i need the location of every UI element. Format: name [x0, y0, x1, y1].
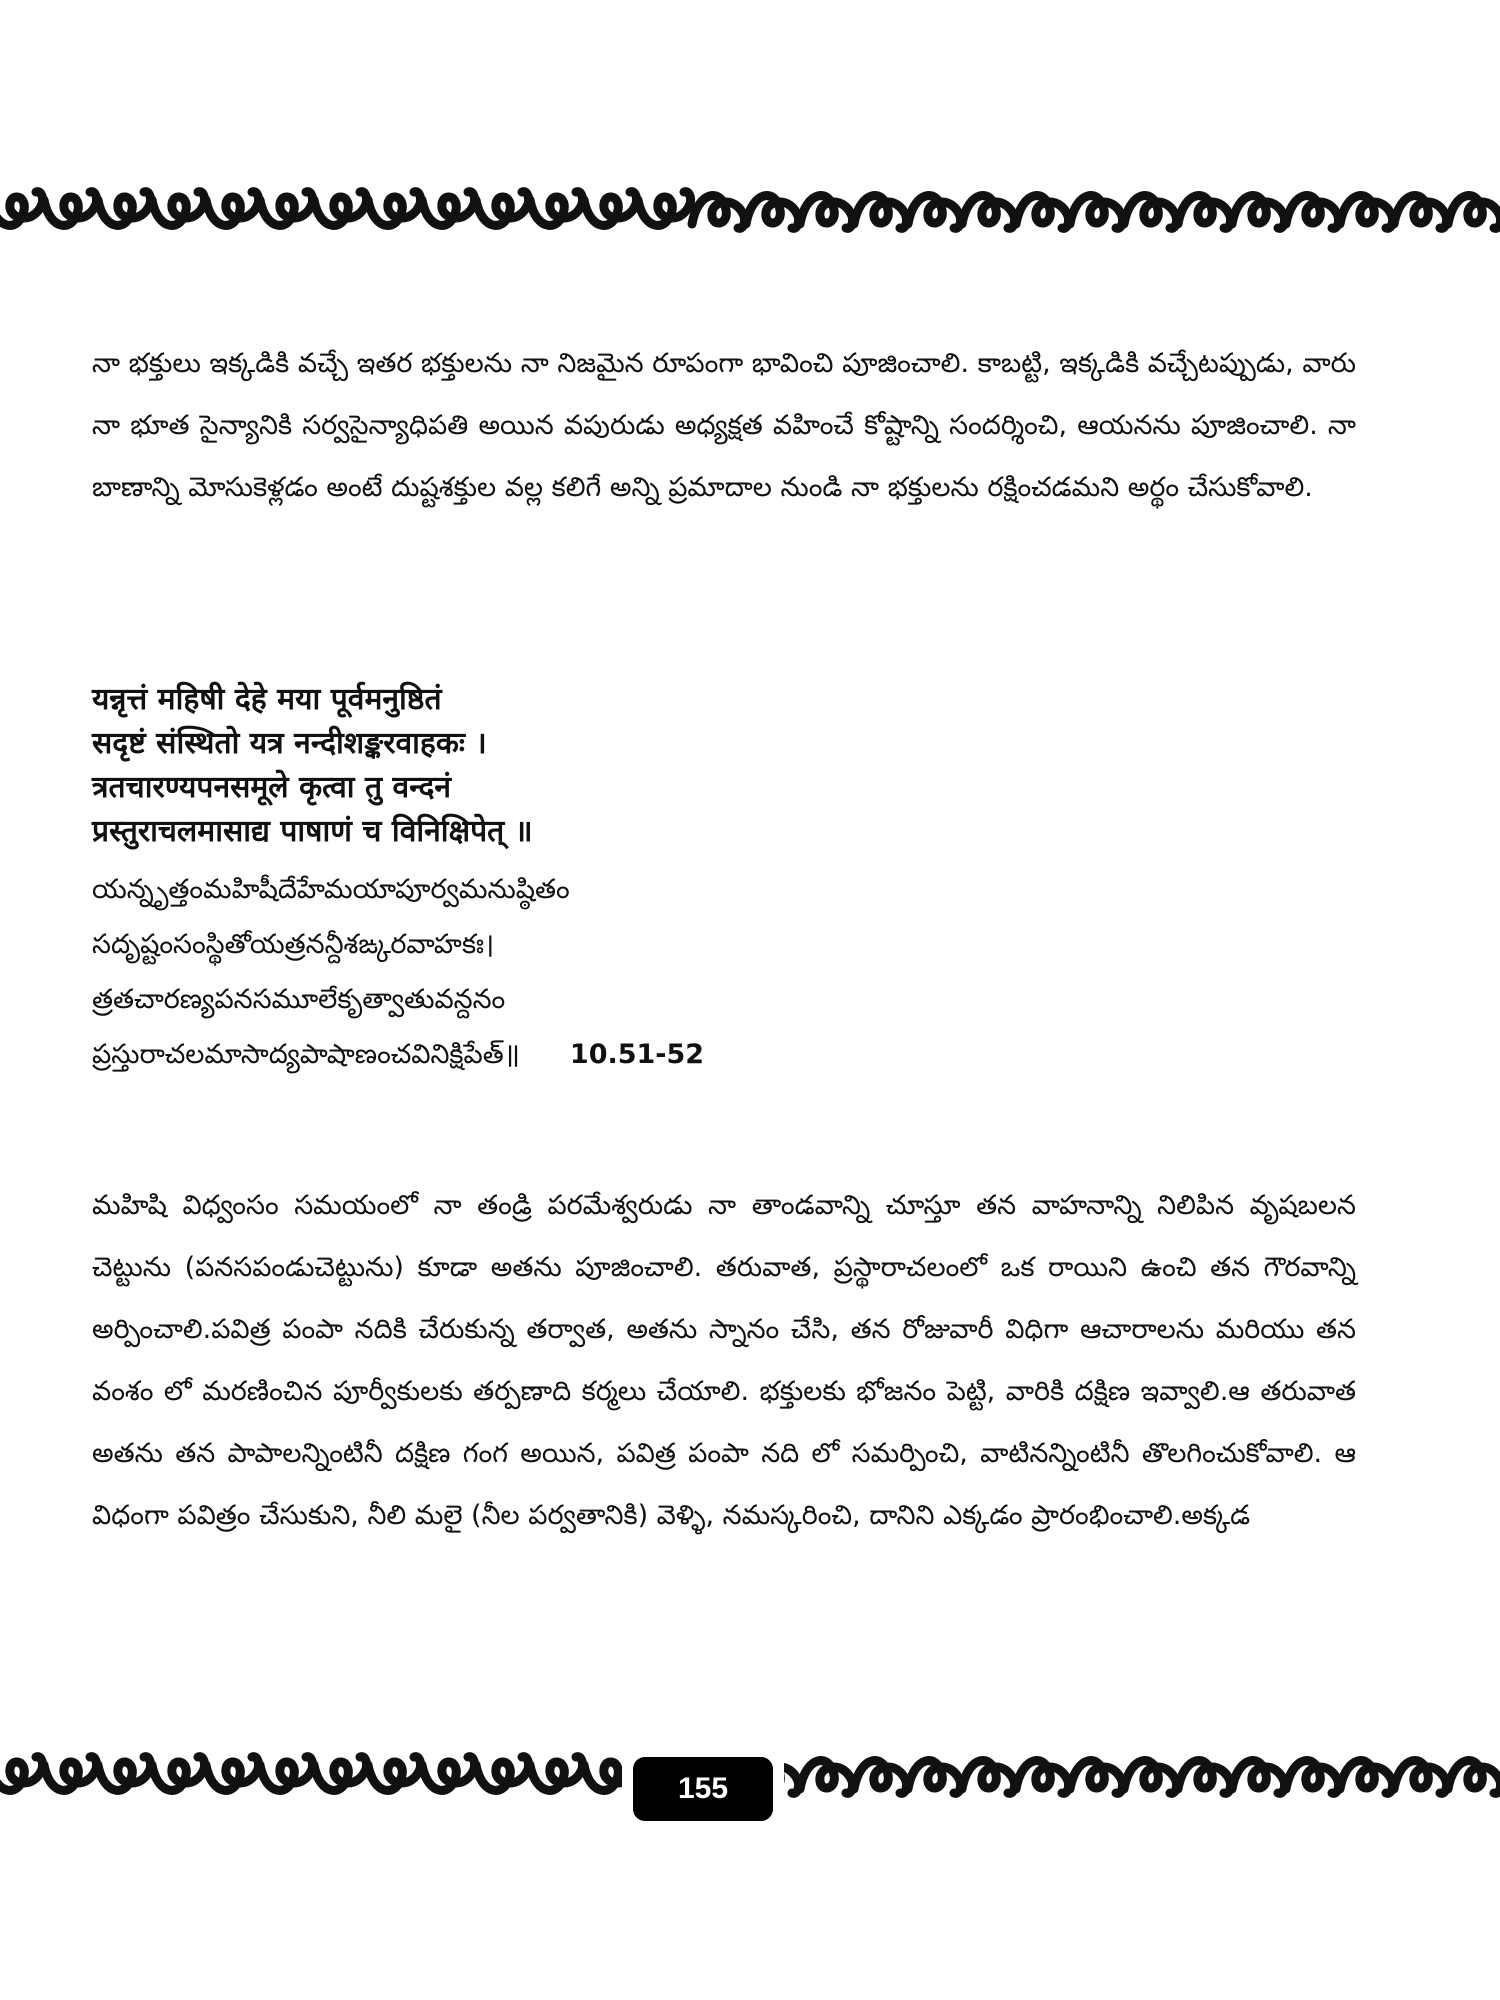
border-scroll-motif: [1340, 196, 1393, 229]
border-scroll-motif: [98, 192, 151, 226]
border-scroll-motif: [1070, 1761, 1123, 1794]
border-scroll-motif: [908, 196, 961, 229]
border-scroll-motif: [152, 192, 205, 226]
telugu-transliteration-line: త్రతచారణ్యపనసమూలేకృత్వాతువన్దనం: [92, 984, 506, 1015]
page-number: 155: [633, 1757, 773, 1821]
border-scroll-motif: [422, 192, 475, 226]
border-scroll-motif: [854, 196, 907, 229]
telugu-transliteration-text: ప్రస్తురాచలమాసాద్యపాషాణంచవినిక్షిపేత్॥: [92, 1039, 520, 1070]
border-scroll-motif: [152, 1757, 205, 1791]
top-border-ornament: [0, 180, 1500, 240]
border-scroll-motif: [314, 192, 367, 226]
border-scroll-motif: [1394, 1761, 1447, 1794]
sanskrit-verse-line: सदृष्टं संस्थितो यत्र नन्दीशङ्करवाहकः ।: [92, 726, 487, 761]
border-scroll-motif: [260, 1757, 313, 1791]
border-scroll-motif: [0, 192, 43, 226]
border-scroll-motif: [962, 196, 1015, 229]
telugu-transliteration-line-with-reference: [92, 1027, 1356, 1082]
border-scroll-motif: [854, 1761, 907, 1794]
border-scroll-motif: [98, 1757, 151, 1791]
border-scroll-motif: [1070, 196, 1123, 229]
verse-block: [92, 678, 1356, 1082]
border-scroll-motif: [530, 1757, 583, 1791]
border-scroll-motif: [0, 1757, 43, 1791]
border-scroll-motif: [1340, 1761, 1393, 1794]
border-scroll-motif: [260, 192, 313, 226]
border-scroll-motif: [44, 1757, 97, 1791]
telugu-transliteration-line: యన్నృత్తంమహిషీదేహేమయాపూర్వమనుష్ఠితం: [92, 874, 570, 905]
border-scroll-motif: [1232, 196, 1285, 229]
top-decorative-border: [0, 180, 1500, 240]
border-scroll-motif: [206, 192, 259, 226]
border-scroll-motif: [1016, 196, 1069, 229]
border-scroll-motif: [44, 192, 97, 226]
border-scroll-motif: [638, 192, 691, 226]
border-scroll-motif: [746, 196, 799, 229]
border-scroll-motif: [1286, 1761, 1339, 1794]
border-scroll-motif: [692, 196, 745, 229]
border-scroll-motif: [422, 1757, 475, 1791]
border-scroll-motif: [962, 1761, 1015, 1794]
border-scroll-motif: [368, 192, 421, 226]
border-scroll-motif: [1448, 196, 1500, 229]
border-scroll-motif: [368, 1757, 421, 1791]
verse-reference: 10.51-52: [569, 1039, 705, 1070]
border-scroll-motif: [1178, 196, 1231, 229]
sanskrit-verse-line: प्रस्तुराचलमासाद्य पाषाणं च विनिक्षिपेत् ॥: [92, 814, 533, 849]
sanskrit-verse-line: यन्नृत्तं महिषी देहे मया पूर्वमनुष्ठितं: [92, 682, 442, 717]
intro-paragraph: నా భక్తులు ఇక్కడికి వచ్చే ఇతర భక్తులను నా నిజమైన రూపంగా భావించి పూజించాలి. కాబట్టి, ఇక్కడికి వచ్చేటప్పుడు, వారు నా భూత సైన్యానికి సర్వసైన్యాధిపతి అయిన వపురుడు అధ్యక్షత వహించే కోష్టాన్ని సందర్శించి, ఆయనను పూజించాలి. నా బాణాన్ని మోసుకెళ్లడం అంటే దుష్టశక్తుల వల్ల కలిగే అన్ని ప్రమాదాల నుండి నా భక్తులను రక్షించడమని అర్థం చేసుకోవాలి.: [92, 348, 1356, 503]
border-scroll-motif: [1286, 196, 1339, 229]
border-scroll-motif: [800, 1761, 853, 1794]
border-scroll-motif: [1178, 1761, 1231, 1794]
main-paragraph: మహిషి విధ్వంసం సమయంలో నా తండ్రి పరమేశ్వరుడు నా తాండవాన్ని చూస్తూ తన వాహనాన్ని నిలిపిన వృషబలన చెట్టును (పనసపండుచెట్టును) కూడా అతను పూజించాలి. తరువాత, ప్రస్థారాచలంలో ఒక రాయిని ఉంచి తన గౌరవాన్ని అర్పించాలి.పవిత్ర పంపా నదికి చేరుకున్న తర్వాత, అతను స్నానం చేసి, తన రోజువారీ విధిగా ఆచారాలను మరియు తన వంశం లో మరణించిన పూర్వీకులకు తర్పణాది కర్మలు చేయాలి. భక్తులకు భోజనం పెట్టి, వారికి దక్షిణ ఇవ్వాలి.ఆ తరువాత అతను తన పాపాలన్నింటినీ దక్షిణ గంగ అయిన, పవిత్ర పంపా నది లో సమర్పించి, వాటినన్నింటినీ తొలగించుకోవాలి. ఆ విధంగా పవిత్రం చేసుకుని, నీలి మలై (నీల పర్వతానికి) వెళ్ళి, నమస్కరించి, దానిని ఎక్కడం ప్రారంభించాలి.అక్కడ: [92, 1190, 1356, 1531]
border-scroll-motif: [800, 196, 853, 229]
border-scroll-motif: [1448, 1761, 1500, 1794]
border-scroll-motif: [1394, 196, 1447, 229]
border-scroll-motif: [1124, 1761, 1177, 1794]
border-scroll-motif: [206, 1757, 259, 1791]
border-scroll-motif: [908, 1761, 961, 1794]
border-scroll-motif: [1232, 1761, 1285, 1794]
border-scroll-motif: [530, 192, 583, 226]
border-scroll-motif: [1016, 1761, 1069, 1794]
border-scroll-motif: [476, 192, 529, 226]
border-scroll-motif: [476, 1757, 529, 1791]
border-scroll-motif: [314, 1757, 367, 1791]
border-scroll-motif: [1124, 196, 1177, 229]
telugu-transliteration-line: సదృష్టంసంస్థితోయత్రనన్దీశఙ్కరవాహకః।: [92, 929, 495, 960]
sanskrit-verse-line: त्रतचारण्यपनसमूले कृत्वा तु वन्दनं: [92, 770, 452, 805]
border-scroll-motif: [584, 192, 637, 226]
